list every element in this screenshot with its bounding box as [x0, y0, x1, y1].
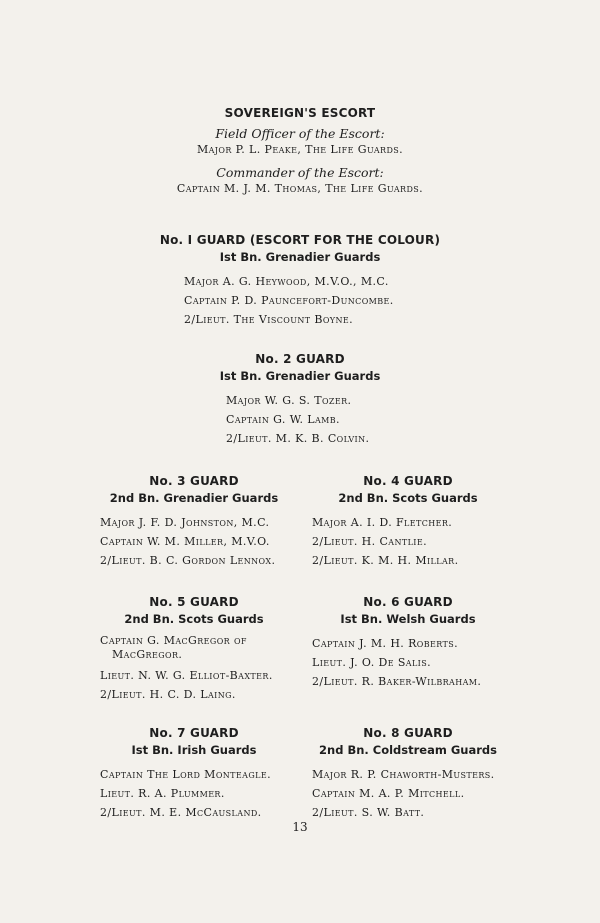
- officer-name: 2/Lieut. B. C. Gordon Lennox.: [100, 554, 276, 567]
- officer-name: Captain W. M. Miller, M.V.O.: [100, 535, 270, 548]
- officer-name: Lieut. J. O. De Salis.: [312, 656, 432, 669]
- officer-name: Major W. G. S. Tozer.: [226, 394, 352, 407]
- section-title: No. 3 GUARD: [149, 474, 239, 488]
- unit-name: 2nd Bn. Grenadier Guards: [109, 491, 279, 505]
- unit-name: 2nd Bn. Scots Guards: [124, 612, 264, 626]
- guard-6-section: [310, 595, 506, 691]
- section-title: No. 4 GUARD: [363, 474, 453, 488]
- officer-name: 2/Lieut. H. C. D. Laing.: [100, 688, 236, 701]
- section-title: No. 2 GUARD: [255, 352, 345, 366]
- guard-5-section: [96, 595, 292, 704]
- section-title: No. 6 GUARD: [363, 595, 453, 609]
- page-number: 13: [292, 820, 308, 834]
- officer-name: Captain G. MacGregor of: [100, 634, 247, 647]
- section-title: No. 5 GUARD: [149, 595, 239, 609]
- unit-name: Ist Bn. Grenadier Guards: [219, 369, 381, 383]
- officer-name: Captain G. W. Lamb.: [226, 413, 340, 426]
- guard-4-section: [310, 474, 506, 570]
- officer-name: Captain The Lord Monteagle.: [100, 768, 271, 781]
- officer-name: 2/Lieut. M. E. McCausland.: [100, 806, 262, 819]
- commander-label: Commander of the Escort:: [216, 165, 384, 180]
- field-officer-name: Major P. L. Peake, The Life Guards.: [196, 143, 404, 156]
- unit-name: Ist Bn. Grenadier Guards: [219, 250, 381, 264]
- officer-name: Captain P. D. Pauncefort-Duncombe.: [184, 294, 394, 307]
- officer-name: Major J. F. D. Johnston, M.C.: [100, 516, 270, 529]
- officer-list: [310, 634, 506, 691]
- commander-name: Captain M. J. M. Thomas, The Life Guards.: [176, 182, 424, 195]
- officer-list: [0, 272, 600, 329]
- section-title: No. 8 GUARD: [363, 726, 453, 740]
- officer-list: [96, 513, 292, 570]
- officer-name: 2/Lieut. M. K. B. Colvin.: [226, 432, 370, 445]
- unit-name: Ist Bn. Irish Guards: [131, 743, 257, 757]
- officer-name: Captain J. M. H. Roberts.: [312, 637, 459, 650]
- unit-name: 2nd Bn. Scots Guards: [338, 491, 478, 505]
- guard-8-section: [310, 726, 506, 822]
- field-officer-label: Field Officer of the Escort:: [215, 126, 385, 141]
- section-title: No. I GUARD (ESCORT FOR THE COLOUR): [159, 233, 441, 247]
- guard-1-section: [0, 233, 600, 329]
- officer-name: Captain M. A. P. Mitchell.: [312, 787, 465, 800]
- officer-name: 2/Lieut. H. Cantlie.: [312, 535, 428, 548]
- escort-section: [0, 106, 600, 195]
- officer-name: 2/Lieut. K. M. H. Millar.: [312, 554, 459, 567]
- guard-7-section: [96, 726, 292, 822]
- officer-name: Major A. I. D. Fletcher.: [312, 516, 453, 529]
- unit-name: 2nd Bn. Coldstream Guards: [319, 743, 497, 757]
- officer-list: [0, 391, 600, 448]
- officer-name-continuation: MacGregor.: [112, 648, 183, 661]
- officer-name: Lieut. N. W. G. Elliot-Baxter.: [100, 669, 273, 682]
- section-title: SOVEREIGN'S ESCORT: [224, 106, 376, 120]
- guard-3-section: [96, 474, 292, 570]
- officer-list: [96, 634, 292, 704]
- section-title: No. 7 GUARD: [149, 726, 239, 740]
- officer-name: 2/Lieut. The Viscount Boyne.: [184, 313, 354, 326]
- unit-name: Ist Bn. Welsh Guards: [340, 612, 476, 626]
- officer-list: [310, 513, 506, 570]
- officer-name: 2/Lieut. S. W. Batt.: [312, 806, 425, 819]
- officer-name: 2/Lieut. R. Baker-Wilbraham.: [312, 675, 482, 688]
- guard-2-section: [0, 352, 600, 448]
- officer-name: Major R. P. Chaworth-Musters.: [312, 768, 495, 781]
- officer-name: Lieut. R. A. Plummer.: [100, 787, 225, 800]
- officer-list: [96, 765, 292, 822]
- officer-list: [310, 765, 506, 822]
- officer-name: Major A. G. Heywood, M.V.O., M.C.: [184, 275, 389, 288]
